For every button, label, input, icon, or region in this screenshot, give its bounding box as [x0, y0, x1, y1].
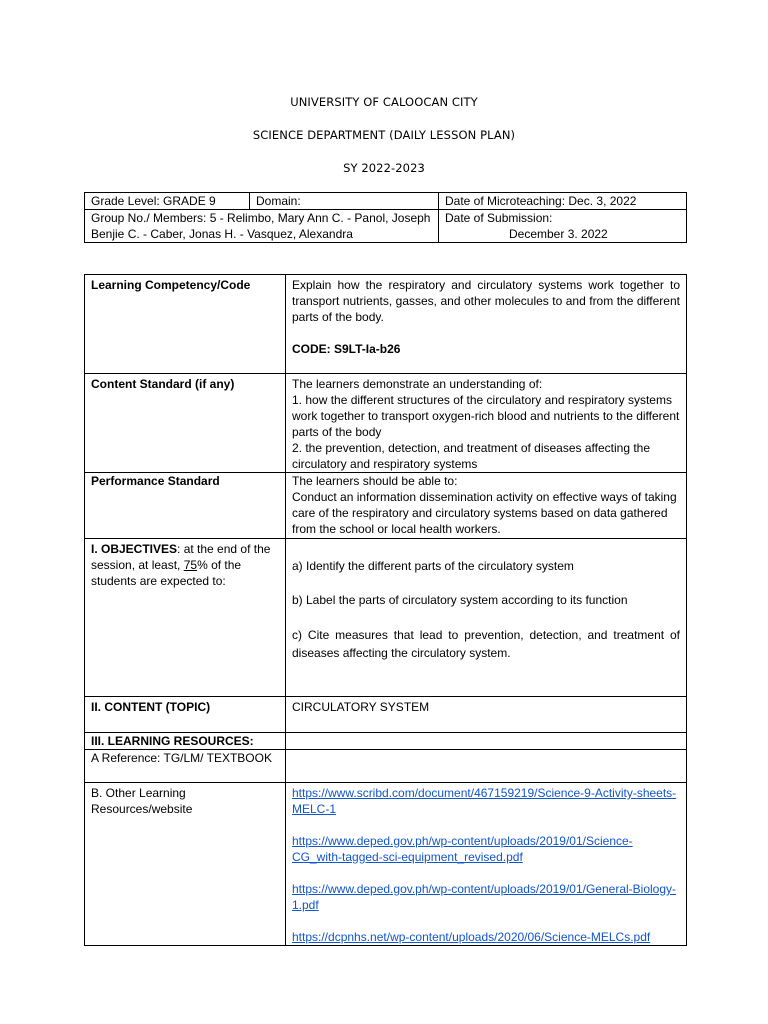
objective-b: b) Label the parts of circulatory system according to its function — [292, 593, 628, 607]
university-title: UNIVERSITY OF CALOOCAN CITY — [290, 95, 478, 109]
objective-a: a) Identify the different parts of the circulatory system — [292, 559, 574, 573]
resource-link-deped-cg[interactable]: https://www.deped.gov.ph/wp-content/uploads/2019/01/Science-CG_with-tagged-sci-equipment_revised.pdf — [292, 834, 633, 864]
group-members-cell — [85, 210, 439, 243]
reference-value — [286, 750, 687, 783]
resource-link-dcpnhs[interactable]: https://dcpnhs.net/wp-content/uploads/2020/06/Science-MELCs.pdf — [292, 930, 651, 944]
learning-resources-label: III. LEARNING RESOURCES: — [85, 733, 286, 750]
competency-cell — [286, 275, 687, 374]
reference-label: A Reference: TG/LM/ TEXTBOOK — [85, 750, 286, 783]
date-submission-cell — [439, 210, 687, 243]
grade-level-cell: Grade Level: GRADE 9 — [85, 193, 250, 210]
performance-text: Conduct an information dissemination activity on effective ways of taking care of the respiratory and circulatory systems based on data gathered from the school or local health workers. — [292, 490, 677, 536]
group-line-2: Benjie C. - Caber, Jonas H. - Vasquez, Alexandra — [91, 227, 353, 241]
objective-c: c) Cite measures that lead to prevention, detection, and treatment of diseases affecting the circulatory system. — [292, 628, 680, 660]
content-standard-item-2: 2. the prevention, detection, and treatment of diseases affecting the circulatory and respiratory systems — [292, 441, 651, 471]
department-title: SCIENCE DEPARTMENT (DAILY LESSON PLAN) — [252, 128, 516, 142]
competency-text: Explain how the respiratory and circulatory systems work together to transport nutrients, gasses, and other molecules to and from the different parts of the body. — [292, 278, 680, 324]
content-standard-intro: The learners demonstrate an understanding of: — [292, 377, 543, 391]
objectives-text-1: : at the end of the session, at least, — [91, 542, 271, 572]
content-standard-cell — [286, 374, 687, 473]
performance-standard-cell — [286, 473, 687, 539]
other-resources-cell — [286, 783, 687, 946]
resource-link-scribd[interactable]: https://www.scribd.com/document/467159219/Science-9-Activity-sheets-MELC-1 — [292, 786, 677, 816]
date-submission-value: December 3. 2022 — [509, 227, 608, 241]
performance-standard-label: Performance Standard — [85, 473, 286, 539]
lesson-plan-table — [84, 274, 687, 946]
content-standard-item-1: 1. how the different structures of the circulatory and respiratory systems work together to transport oxygen-rich blood and nutrients to the different parts of the body — [292, 393, 680, 439]
objectives-text-2: % of the students are expected to: — [91, 558, 242, 588]
competency-code: CODE: S9LT-Ia-b26 — [292, 342, 401, 356]
school-year: SY 2022-2023 — [343, 161, 425, 175]
info-table — [84, 192, 687, 243]
performance-intro: The learners should be able to: — [292, 474, 458, 488]
content-topic-label: II. CONTENT (TOPIC) — [85, 697, 286, 733]
objectives-cell — [286, 539, 687, 697]
objectives-heading: I. OBJECTIVES — [91, 542, 178, 556]
objectives-label — [85, 539, 286, 697]
other-resources-label: B. Other Learning Resources/website — [85, 783, 286, 946]
date-submission-label: Date of Submission: — [445, 211, 553, 225]
competency-label: Learning Competency/Code — [85, 275, 286, 374]
group-line-1: Group No./ Members: 5 - Relimbo, Mary Ann C. - Panol, Joseph — [91, 211, 431, 225]
date-microteaching-cell: Date of Microteaching: Dec. 3, 2022 — [439, 193, 687, 210]
domain-cell: Domain: — [250, 193, 439, 210]
objectives-percent: 75 — [183, 558, 198, 572]
content-topic-value: CIRCULATORY SYSTEM — [286, 697, 687, 733]
content-standard-label: Content Standard (if any) — [85, 374, 286, 473]
learning-resources-empty — [286, 733, 687, 750]
resource-link-deped-biology[interactable]: https://www.deped.gov.ph/wp-content/uploads/2019/01/General-Biology-1.pdf — [292, 882, 677, 912]
